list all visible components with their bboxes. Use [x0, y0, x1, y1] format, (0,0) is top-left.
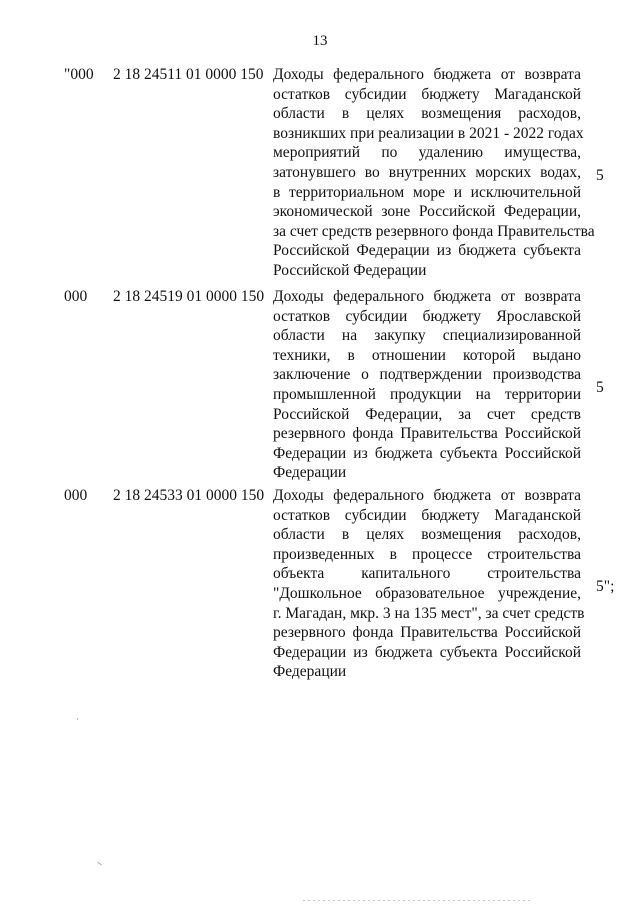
description-line: "Дошкольное образовательное учреждение, — [273, 584, 581, 602]
description-line: Российской Федерации, за счет средств — [273, 405, 581, 423]
description-line: Доходы федерального бюджета от возврата — [273, 288, 581, 305]
description-line: Федерации из бюджета субъекта Российской — [273, 444, 581, 462]
description-line: экономической зоне Российской Федерации, — [273, 203, 581, 221]
budget-classification-code: 2 18 24533 01 0000 150 — [113, 487, 265, 504]
admin-code: "000 — [64, 66, 94, 83]
description-line: произведенных в процессе строительства — [273, 545, 581, 563]
description-line: резервного фонда Правительства Российской — [273, 624, 581, 642]
description-line: остатков субсидии бюджету Магаданской — [273, 85, 581, 103]
description-line: затонувшего во внутренних морских водах, — [273, 163, 581, 181]
budget-classification-code: 2 18 24519 01 0000 150 — [113, 288, 265, 305]
description-line: резервного фонда Правительства Российской — [273, 425, 581, 443]
income-description — [273, 65, 595, 281]
description-line: области в целях возмещения расходов, — [273, 526, 581, 544]
description-line: области на закупку специализированной — [273, 327, 581, 345]
distribution-norm: 5"; — [596, 578, 615, 595]
admin-code: 000 — [64, 487, 88, 504]
description-line: мероприятий по удалению имущества, — [273, 144, 581, 162]
page-number: 13 — [312, 33, 328, 49]
description-line: промышленной продукции на территории — [273, 385, 581, 403]
description-line: области в целях возмещения расходов, — [273, 105, 581, 123]
income-description — [273, 287, 581, 483]
description-line: остатков субсидии бюджету Магаданской — [273, 506, 581, 524]
description-line: Российской Федерации — [273, 261, 427, 279]
description-line: Доходы федерального бюджета от возврата — [273, 487, 581, 504]
scan-artifact — [97, 862, 102, 866]
description-line: г. Магадан, мкр. 3 на 135 мест", за счет средств — [273, 604, 585, 622]
admin-code: 000 — [64, 288, 88, 305]
distribution-norm: 5 — [596, 379, 604, 396]
description-line: объекта капитального строительства — [273, 565, 581, 583]
description-line: в территориальном море и исключительной — [273, 183, 581, 201]
description-line: Федерации из бюджета субъекта Российской — [273, 643, 581, 661]
description-line: Федерации — [273, 464, 347, 482]
description-line: Федерации — [273, 663, 347, 681]
income-description — [273, 486, 585, 682]
description-line: заключение о подтверждении производства — [273, 366, 581, 384]
description-line: возникших при реализации в 2021 - 2022 годах — [273, 124, 584, 142]
description-line: за счет средств резервного фонда Правительства — [273, 222, 595, 240]
description-line: Доходы федерального бюджета от возврата — [273, 66, 581, 83]
scan-artifact — [303, 900, 533, 901]
description-line: техники, в отношении которой выдано — [273, 346, 581, 364]
distribution-norm: 5 — [596, 167, 604, 184]
description-line: остатков субсидии бюджету Ярославской — [273, 307, 581, 325]
scan-artifact — [77, 718, 78, 720]
budget-classification-code: 2 18 24511 01 0000 150 — [113, 66, 264, 83]
description-line: Российской Федерации из бюджета субъекта — [273, 242, 581, 260]
